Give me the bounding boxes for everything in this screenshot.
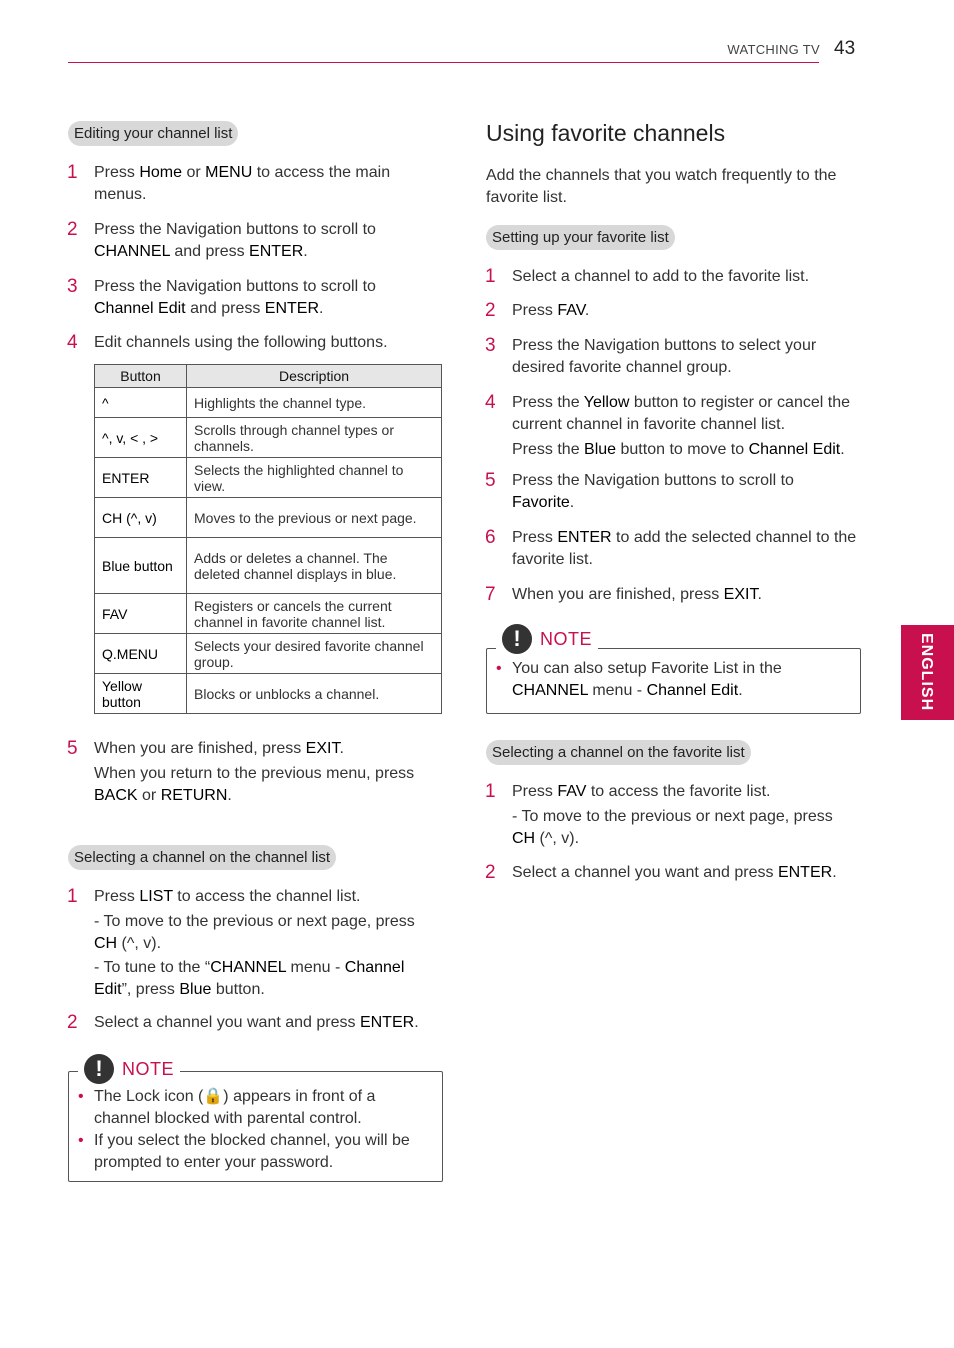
section-pill-favorite-select: Selecting a channel on the favorite list — [486, 740, 751, 765]
step-text: Edit channels using the following buttons. — [94, 334, 388, 351]
exclamation-icon: ! — [84, 1054, 114, 1084]
table-cell-desc: Moves to the previous or next page. — [187, 498, 442, 538]
table-cell-desc: Selects your desired favorite channel group. — [187, 634, 442, 674]
step-text: Select a channel you want and press ENTER. — [512, 864, 837, 881]
note-label: NOTE — [540, 628, 593, 649]
table-cell-button: FAV — [95, 594, 187, 634]
step-text: When you return to the previous menu, press BACK or RETURN. — [94, 765, 415, 804]
step-text: Press the Navigation buttons to scroll to Channel Edit and press ENTER. — [94, 278, 376, 317]
step-number: 4 — [485, 392, 496, 413]
table-cell-desc: Registers or cancels the current channel in favorite channel list. — [187, 594, 442, 634]
sub-step-text: - To tune to the “CHANNEL menu - Channel Edit”, press Blue button. — [94, 959, 405, 998]
table-cell-desc: Blocks or unblocks a channel. — [187, 674, 442, 714]
table-cell-button: Yellow button — [95, 674, 187, 714]
step-text: Press the Navigation buttons to select your desired favorite channel group. — [512, 337, 817, 376]
step-text: Press the Yellow button to register or cancel the current channel in favorite channel list. — [512, 394, 850, 433]
step-number: 1 — [67, 162, 78, 183]
step-text: Press LIST to access the channel list. — [94, 888, 361, 905]
note-bullet: • The Lock icon (🔒) appears in front of a channel blocked with parental control. — [78, 1088, 376, 1127]
intro-text: Add the channels that you watch frequently to the favorite list. — [486, 167, 837, 206]
step-text: Press the Navigation buttons to scroll to CHANNEL and press ENTER. — [94, 221, 376, 260]
step-number: 6 — [485, 527, 496, 548]
sub-step-text: - To move to the previous or next page, press CH (^, v). — [94, 913, 415, 952]
step-number: 5 — [67, 738, 78, 759]
step-text: Press ENTER to add the selected channel to the favorite list. — [512, 529, 857, 568]
table-cell-button: Q.MENU — [95, 634, 187, 674]
step-text: Select a channel you want and press ENTER. — [94, 1014, 419, 1031]
section-pill-setting-up: Setting up your favorite list — [486, 225, 675, 250]
language-tab-label: ENGLISH — [918, 633, 935, 712]
table-cell-desc: Selects the highlighted channel to view. — [187, 458, 442, 498]
step-number: 1 — [485, 781, 496, 802]
table-cell-desc: Adds or deletes a channel. The deleted channel displays in blue. — [187, 538, 442, 594]
button-table — [94, 364, 442, 714]
step-text: Press FAV. — [512, 302, 590, 319]
table-header: Description — [187, 365, 442, 388]
step-number: 3 — [485, 335, 496, 356]
page-number: 43 — [834, 38, 856, 59]
step-number: 2 — [485, 300, 496, 321]
header-rule — [68, 62, 819, 63]
table-cell-button: Blue button — [95, 538, 187, 594]
step-text: Press the Blue button to move to Channel Edit. — [512, 441, 845, 458]
table-cell-button: CH (^, v) — [95, 498, 187, 538]
exclamation-icon: ! — [502, 624, 532, 654]
step-number: 2 — [485, 862, 496, 883]
table-cell-button: ENTER — [95, 458, 187, 498]
step-number: 2 — [67, 1012, 78, 1033]
table-header: Button — [95, 365, 187, 388]
table-cell-desc: Highlights the channel type. — [187, 388, 442, 418]
step-text: Press Home or MENU to access the main menus. — [94, 164, 391, 203]
step-text: Press FAV to access the favorite list. — [512, 783, 771, 800]
section-title: Using favorite channels — [486, 120, 726, 146]
step-number: 1 — [67, 886, 78, 907]
step-text: When you are finished, press EXIT. — [512, 586, 762, 603]
note-bullet: • If you select the blocked channel, you will be prompted to enter your password. — [78, 1132, 410, 1171]
step-number: 4 — [67, 332, 78, 353]
note-label: NOTE — [122, 1058, 175, 1079]
note-heading — [78, 1054, 180, 1084]
table-cell-button: ^ — [95, 388, 187, 418]
sub-step-text: - To move to the previous or next page, press CH (^, v). — [512, 808, 833, 847]
note-bullet: • You can also setup Favorite List in the CHANNEL menu - Channel Edit. — [496, 660, 782, 699]
section-pill-selecting: Selecting a channel on the channel list — [68, 845, 336, 870]
language-tab — [901, 625, 954, 720]
step-number: 3 — [67, 276, 78, 297]
step-text: Press the Navigation buttons to scroll to Favorite. — [512, 472, 794, 511]
step-number: 5 — [485, 470, 496, 491]
table-cell-button: ^, v, < , > — [95, 418, 187, 458]
note-heading — [496, 624, 598, 654]
step-text: Select a channel to add to the favorite list. — [512, 268, 810, 285]
step-text: When you are finished, press EXIT. — [94, 740, 344, 757]
step-number: 7 — [485, 584, 496, 605]
step-number: 1 — [485, 266, 496, 287]
table-cell-desc: Scrolls through channel types or channels. — [187, 418, 442, 458]
section-pill-editing: Editing your channel list — [68, 121, 238, 146]
running-header-section: WATCHING TV — [727, 42, 820, 57]
step-number: 2 — [67, 219, 78, 240]
